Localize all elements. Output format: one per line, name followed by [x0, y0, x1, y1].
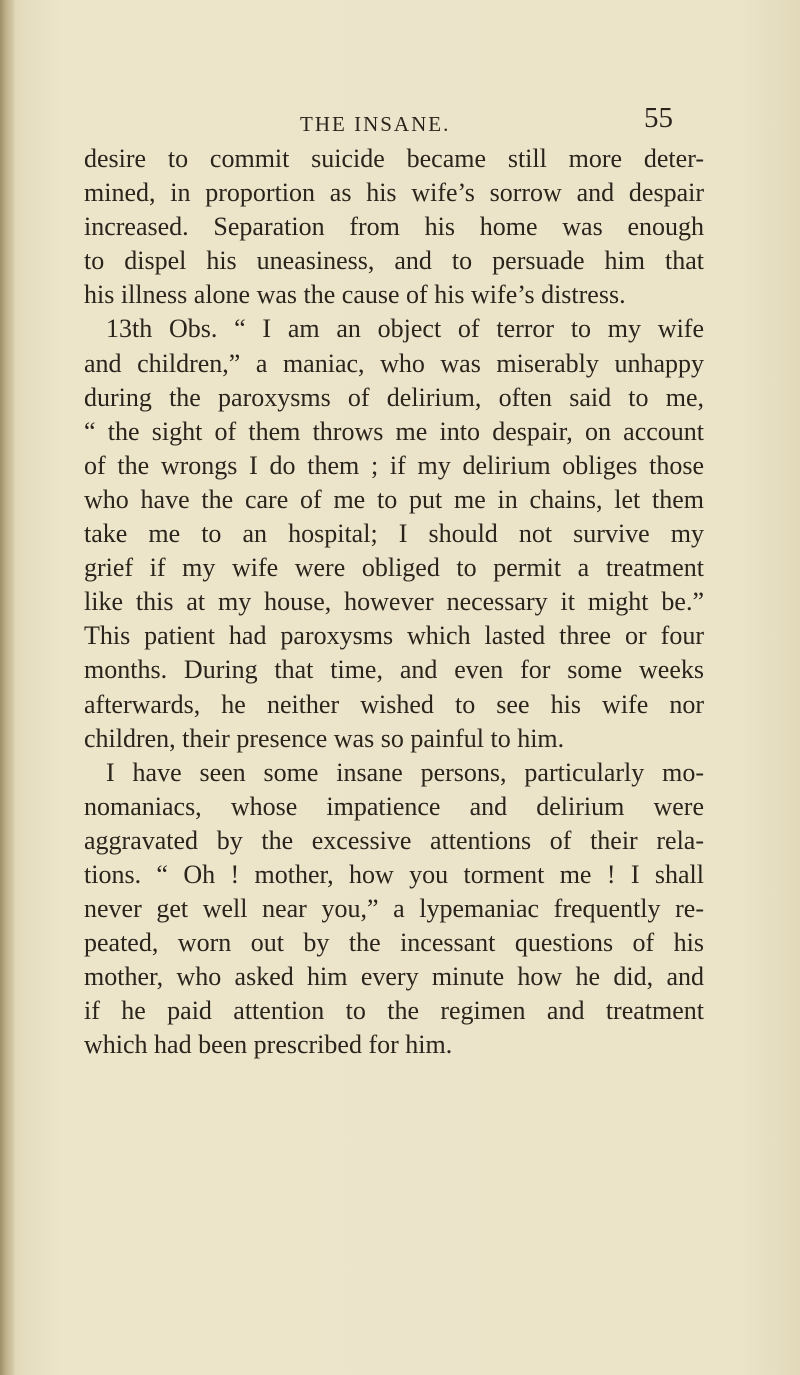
- text-line: which had been prescribed for him.: [84, 1030, 453, 1060]
- text-line: tions. “ Oh ! mother, how you torment me ! I shall: [84, 859, 704, 889]
- running-head: THE INSANE.: [300, 112, 451, 136]
- page-number: 55: [644, 102, 673, 134]
- body-text: [84, 142, 704, 1063]
- text-line: increased. Separation from his home was enough: [84, 212, 704, 242]
- text-line: months. During that time, and even for some weeks: [84, 655, 704, 685]
- text-line: mined, in proportion as his wife’s sorrow and despair: [84, 178, 704, 208]
- text-line: peated, worn out by the incessant questions of his: [84, 928, 704, 958]
- text-line: and children,” a maniac, who was miserably unhappy: [84, 348, 704, 378]
- text-line: who have the care of me to put me in chains, let them: [84, 484, 704, 514]
- text-line: take me to an hospital; I should not survive my: [84, 519, 704, 549]
- text-line: mother, who asked him every minute how he did, and: [84, 962, 704, 992]
- text-line: This patient had paroxysms which lasted three or four: [84, 621, 704, 651]
- page-header: [0, 102, 800, 142]
- text-line: aggravated by the excessive attentions of their rela-: [84, 825, 704, 855]
- text-line: “ the sight of them throws me into despair, on account: [84, 416, 704, 446]
- text-line: his illness alone was the cause of his wife’s distress.: [84, 280, 626, 310]
- text-line: desire to commit suicide became still more deter-: [84, 144, 704, 173]
- text-line: if he paid attention to the regimen and treatment: [84, 996, 704, 1026]
- text-line: like this at my house, however necessary it might be.”: [84, 587, 704, 617]
- text-line: never get well near you,” a lypemaniac frequently re-: [84, 894, 704, 924]
- text-line: 13th Obs. “ I am an object of terror to my wife: [106, 314, 704, 344]
- page-binding-edge: [0, 0, 14, 1375]
- text-line: during the paroxysms of delirium, often said to me,: [84, 382, 704, 412]
- text-line: grief if my wife were obliged to permit a treatment: [84, 553, 704, 583]
- text-line: afterwards, he neither wished to see his wife nor: [84, 689, 704, 719]
- text-line: children, their presence was so painful to him.: [84, 723, 565, 753]
- text-line: to dispel his uneasiness, and to persuade him that: [84, 246, 704, 276]
- text-line: I have seen some insane persons, particularly mo-: [106, 757, 704, 787]
- text-line: nomaniacs, whose impatience and delirium were: [84, 791, 704, 821]
- text-line: of the wrongs I do them ; if my delirium obliges those: [84, 450, 704, 480]
